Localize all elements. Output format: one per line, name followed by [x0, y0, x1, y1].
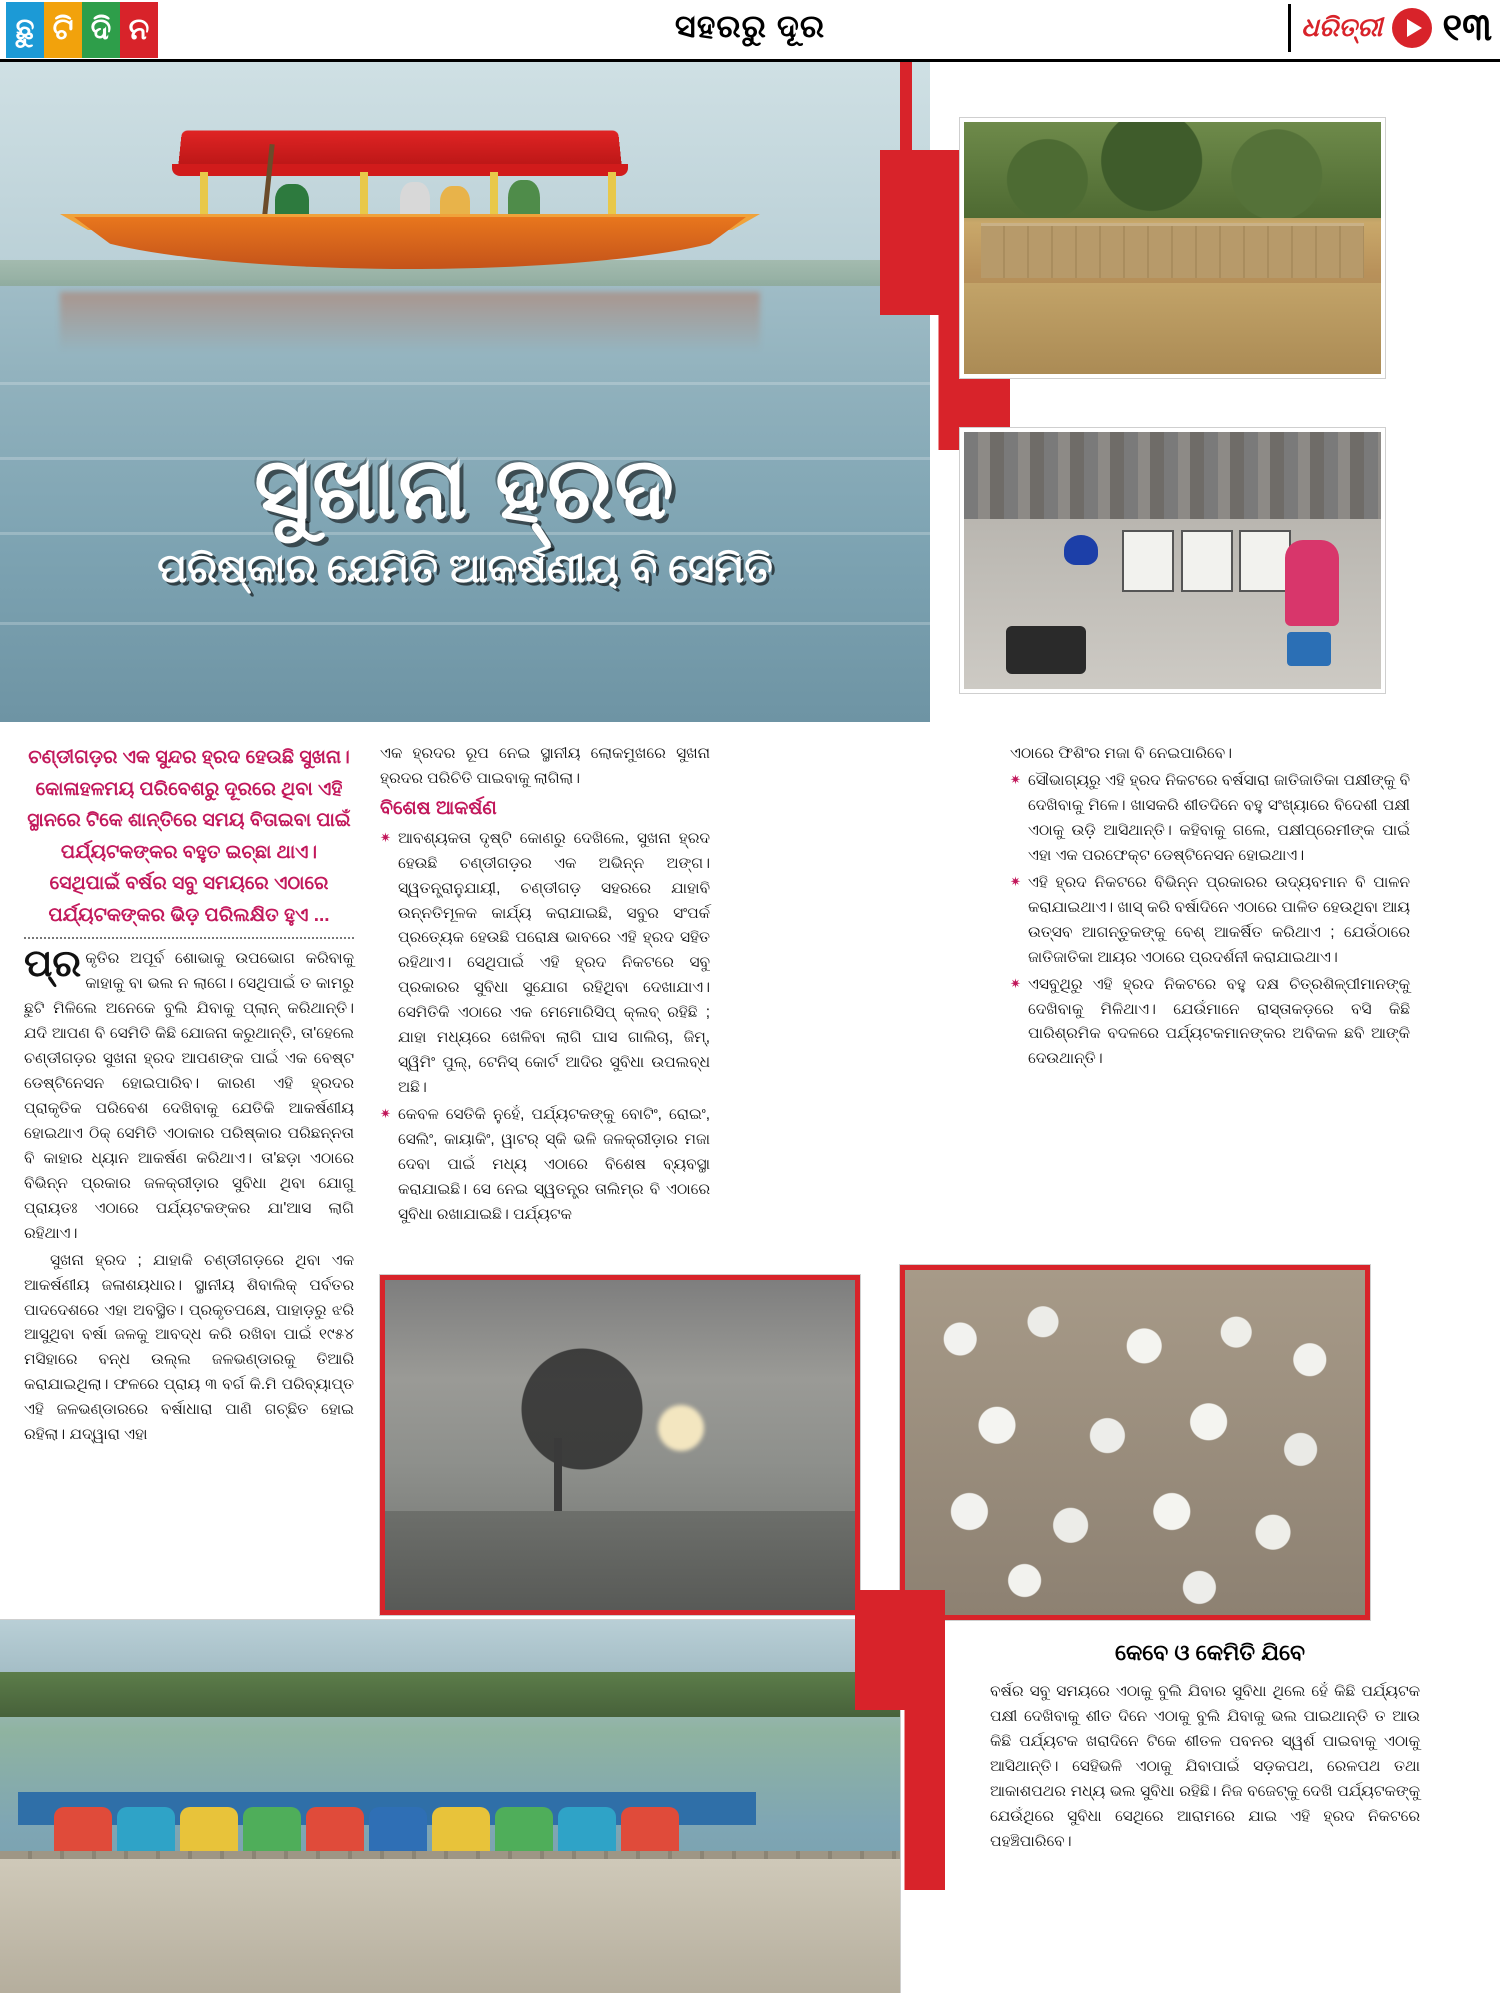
- far-treeline: [0, 1672, 900, 1717]
- bag: [1006, 626, 1086, 674]
- pedal-boat: [621, 1807, 679, 1855]
- brand-divider: [1288, 4, 1291, 52]
- photo-pedal-boats: [0, 1620, 900, 1993]
- article-paragraph: ବର୍ଷର ସବୁ ସମୟରେ ଏଠାକୁ ବୁଲି ଯିବାର ସୁବିଧା ଥିଲେ ହେଁ କିଛି ପର୍ଯ୍ୟଟକ ପକ୍ଷୀ ଦେଖିବାକୁ ଶୀତ ଦିନେ ଏଠାକୁ ବୁଲି ଯିବାକୁ ଭଲ ପାଇଥାନ୍ତି ତ ଆଉ କିଛି ପର୍ଯ୍ୟଟକ ଖରାଦିନେ ଟିକେ ଶୀତଳ ପବନର ସ୍ୱର୍ଶ ପାଇବାକୁ ଏଠାକୁ ଆସିଥାନ୍ତି। ସେହିଭଳି ଏଠାକୁ ଯିବାପାଇଁ ସଡ଼କପଥ, ରେଳପଥ ତଥା ଆକାଶପଥର ମଧ୍ୟ ଭଲ ସୁବିଧା ରହିଛି। ନିଜ ବଜେଟ୍‌କୁ ଦେଖି ପର୍ଯ୍ୟଟକଙ୍କୁ ଯେଉଁଥିରେ ସୁବିଧା ସେଥିରେ ଆରାମରେ ଯାଇ ଏହି ହ୍ରଦ ନିକଟରେ ପହଞ୍ଚିପାରିବେ।: [990, 1683, 1420, 1850]
- boat: [60, 122, 760, 282]
- article-paragraph: ପ୍ରକୃତିର ଅପୂର୍ବ ଶୋଭାକୁ ଉପଭୋଗ କରିବାକୁ କାହାକୁ ବା ଭଲ ନ ଲାଗେ। ସେଥିପାଇଁ ତ କାମରୁ ଛୁଟି ମିଳିଲେ ଅନେକେ ବୁଲି ଯିବାକୁ ପ୍ଲାନ୍ କରିଥାନ୍ତି। ଯଦି ଆପଣ ବି ସେମିତି କିଛି ଯୋଜନା କରୁଥାନ୍ତି, ତା'ହେଲେ ଚଣ୍ଡୀଗଡ଼ର ସୁଖନା ହ୍ରଦ ଆପଣଙ୍କ ପାଇଁ ଏକ ବେଷ୍ଟ ଡେଷ୍ଟିନେସନ ହୋଇପାରିବ। କାରଣ ଏହି ହ୍ରଦର ପ୍ରାକୃତିକ ପରିବେଶ ଦେଖିବାକୁ ଯେତିକି ଆକର୍ଷଣୀୟ ହୋଇଥାଏ ଠିକ୍ ସେମିତି ଏଠାକାର ପରିଷ୍କାର ପରିଛନ୍ନତା ବି କାହାର ଧ୍ୟାନ ଆକର୍ଷଣ କରିଥାଏ। ତା'ଛଡ଼ା ଏଠାରେ ବିଭିନ୍ନ ପ୍ରକାର ଜଳକ୍ରୀଡ଼ାର ସୁବିଧା ଥିବା ଯୋଗୁ ପ୍ରାୟତଃ ଏଠାରେ ପର୍ଯ୍ୟଟକଙ୍କର ଯା'ଆସ ଲାଗି ରହିଥାଏ।: [24, 943, 354, 1242]
- article-bullet: ✷ କେବଳ ସେତିକି ନୁହେଁ, ପର୍ଯ୍ୟଟକଙ୍କୁ ବୋଟିଂ, ରୋଇଂ, ସେଲିଂ, କାୟାକିଂ, ୱାଟର୍ ସ୍କି ଭଳି ଜଳକ୍ରୀଡ଼ାର ମଜା ଦେବା ପାଇଁ ମଧ୍ୟ ଏଠାରେ ବିଶେଷ ବ୍ୟବସ୍ଥା କରାଯାଇଛି। ସେ ନେଇ ସ୍ୱତନ୍ତ୍ର ତାଲିମ୍‌ର ବି ଏଠାରେ ସୁବିଧା ରଖାଯାଇଛି। ପର୍ଯ୍ୟଟକ: [380, 1103, 710, 1228]
- easel: [1239, 530, 1291, 592]
- section-subheading: ବିଶେଷ ଆକର୍ଷଣ: [380, 797, 497, 819]
- publication-logo[interactable]: [6, 2, 158, 58]
- tree: [507, 1339, 657, 1539]
- geese-flock: [905, 1270, 1365, 1615]
- ghat-wall: [981, 223, 1365, 278]
- hero-headline-block: [0, 442, 930, 592]
- water-ripple: [0, 622, 930, 625]
- logo-letter-4: ନ: [120, 2, 158, 58]
- article-bullet: ✷ ସୌଭାଗ୍ୟରୁ ଏହି ହ୍ରଦ ନିକଟରେ ବର୍ଷସାରା ଜାତିଜାତିକା ପକ୍ଷୀଙ୍କୁ ବି ଦେଖିବାକୁ ମିଳେ। ଖାସକରି ଶୀତଦିନେ ବହୁ ସଂଖ୍ୟାରେ ବିଦେଶୀ ପକ୍ଷୀ ଏଠାକୁ ଉଡ଼ି ଆସିଥାନ୍ତି। କହିବାକୁ ଗଲେ, ପକ୍ଷୀପ୍ରେମୀଙ୍କ ପାଇଁ ଏହା ଏକ ପରଫେକ୍ଟ ଡେଷ୍ଟିନେସନ ହୋଇଥାଏ।: [1010, 769, 1410, 869]
- photo-stone-ghat: [960, 118, 1385, 378]
- play-icon[interactable]: [1392, 8, 1432, 48]
- logo-letter-1: ଛୁ: [6, 2, 44, 58]
- water-ripple: [0, 382, 930, 385]
- pedal-boat: [495, 1807, 553, 1855]
- sun: [658, 1405, 704, 1451]
- ghat-water: [964, 283, 1381, 374]
- boat-canopy: [178, 130, 622, 168]
- pedal-boat: [180, 1807, 238, 1855]
- brand-name: ଧରିତ୍ରୀ: [1301, 12, 1383, 42]
- stool: [1287, 632, 1331, 666]
- logo-letter-3: ଦି: [82, 2, 120, 58]
- section-title: ସହରରୁ ଦୂର: [674, 8, 826, 44]
- article-lead: ଚଣ୍ଡୀଗଡ଼ର ଏକ ସୁନ୍ଦର ହ୍ରଦ ହେଉଛି ସୁଖନା। କୋଳାହଳମୟ ପରିବେଶରୁ ଦୂରରେ ଥିବା ଏହି ସ୍ଥାନରେ ଟିକେ ଶାନ୍ତିରେ ସମୟ ବିତାଇବା ପାଇଁ ପର୍ଯ୍ୟଟକଙ୍କର ବହୁତ ଇଚ୍ଛା ଥାଏ। ସେଥିପାଇଁ ବର୍ଷର ସବୁ ସମୟରେ ଏଠାରେ ପର୍ଯ୍ୟଟକଙ୍କର ଭିଡ଼ ପରିଲକ୍ଷିତ ହୁଏ ...: [27, 747, 351, 926]
- easel: [1122, 530, 1174, 592]
- seated-model: [1285, 540, 1339, 626]
- brand-block: [1288, 4, 1492, 52]
- pedal-boat: [117, 1807, 175, 1855]
- ghat-trees: [964, 122, 1381, 218]
- hero-boat-photo: [0, 62, 930, 722]
- photo-street-artists: [960, 428, 1385, 693]
- article-column-1: [24, 742, 354, 1450]
- boat-reflection: [60, 292, 760, 352]
- pedal-boat: [306, 1807, 364, 1855]
- red-accent-bar: [900, 62, 912, 152]
- article-column-4: [990, 1680, 1420, 1857]
- divider-dotted: [24, 937, 354, 939]
- pedal-boat: [558, 1807, 616, 1855]
- article-bullet: ✷ ଆବଶ୍ୟକତା ଦୃଷ୍ଟି କୋଣରୁ ଦେଖିଲେ, ସୁଖନା ହ୍ରଦ ହେଉଛି ଚଣ୍ଡୀଗଡ଼ର ଏକ ଅଭିନ୍ନ ଅଙ୍ଗ। ସ୍ୱତନ୍ତ୍ରାନୁଯାୟୀ, ଚଣ୍ଡୀଗଡ଼ ସହରରେ ଯାହାବି ଉନ୍ନତିମୂଳକ କାର୍ଯ୍ୟ କରାଯାଇଛି, ସବୁର ସଂପର୍କ ପ୍ରତ୍ୟେକ ହେଉଛି ପରୋକ୍ଷ ଭାବରେ ଏହି ହ୍ରଦ ସହିତ ରହିଥାଏ। ସେଥିପାଇଁ ଏହି ହ୍ରଦ ନିକଟରେ ସବୁ ପ୍ରକାରର ସୁବିଧା ସୁଯୋଗ ରହିଥିବା ଦେଖାଯାଏ। ସେମିତିକି ଏଠାରେ ଏକ ମେମୋରିସିପ୍ କ୍ଲବ୍ ରହିଛି ; ଯାହା ମଧ୍ୟରେ ଖେଳିବା ଲାଗି ଘାସ ଗାଲିଚା, ଜିମ୍, ସ୍ୱିମିଂ ପୁଲ୍, ଟେନିସ୍ କୋର୍ଟ ଆଦିର ସୁବିଧା ଉପଲବ୍ଧ ଅଛି।: [380, 827, 710, 1101]
- pedal-boat: [432, 1807, 490, 1855]
- page-subtitle: ପରିଷ୍କାର ଯେମିତି ଆକର୍ଷଣୀୟ ବି ସେମିତି: [157, 546, 773, 591]
- page-number: ୧୩: [1442, 6, 1492, 49]
- pedal-boat: [243, 1807, 301, 1855]
- artist-figure: [1064, 535, 1098, 565]
- easel: [1181, 530, 1233, 592]
- article-paragraph: ଏଠାରେ ଫିଶିଂର ମଜା ବି ନେଇପାରିବେ।: [1010, 745, 1233, 762]
- artists-crowd: [964, 432, 1381, 519]
- photo-geese-flock: [900, 1265, 1370, 1620]
- pedal-boat: [369, 1807, 427, 1855]
- article-bullet: ✷ ଏସବୁଥିରୁ ଏହି ହ୍ରଦ ନିକଟରେ ବହୁ ଦକ୍ଷ ଚିତ୍ରଶିଳ୍ପୀମାନଙ୍କୁ ଦେଖିବାକୁ ମିଳିଥାଏ। ଯେଉଁମାନେ ରାସ୍ତାକଡ଼ରେ ବସି କିଛି ପାରିଶ୍ରମିକ ବଦଳରେ ପର୍ଯ୍ୟଟକମାନଙ୍କର ଅବିକଳ ଛବି ଆଙ୍କି ଦେଉଥାନ୍ତି।: [1010, 973, 1410, 1073]
- article-paragraph: ଏକ ହ୍ରଦର ରୂପ ନେଇ ସ୍ଥାନୀୟ ଲୋକମୁଖରେ ସୁଖନା ହ୍ରଦର ପରିଚିତି ପାଇବାକୁ ଲାଗିଲା।: [380, 745, 710, 787]
- boat-hull: [60, 217, 760, 269]
- photo-lake-sunset: [380, 1275, 860, 1615]
- article-column-2: [380, 742, 710, 1230]
- article-bullet: ✷ ଏହି ହ୍ରଦ ନିକଟରେ ବିଭିନ୍ନ ପ୍ରକାରର ଉଦ୍ୟବମାନ ବି ପାଳନ କରାଯାଇଥାଏ। ଖାସ୍ କରି ବର୍ଷାଦିନେ ଏଠାରେ ପାଳିତ ହେଉଥିବା ଆୟ ଉତ୍ସବ ଆଗନ୍ତୁକଙ୍କୁ ବେଶ୍ ଆକର୍ଷିତ କରିଥାଏ ; ଯେଉଁଠାରେ ଜାତିଜାତିକା ଆୟର ଏଠାରେ ପ୍ରଦର୍ଶନୀ କରାଯାଇଥାଏ।: [1010, 871, 1410, 971]
- boat-canopy-edge: [172, 164, 628, 176]
- article-column-3: [1010, 742, 1410, 1074]
- article-paragraph: ସୁଖନା ହ୍ରଦ ; ଯାହାକି ଚଣ୍ଡୀଗଡ଼ରେ ଥିବା ଏକ ଆକର୍ଷଣୀୟ ଜଳାଶୟଧାର। ସ୍ଥାନୀୟ ଶିବାଲିକ୍ ପର୍ବତର ପାଦଦେଶରେ ଏହା ଅବସ୍ଥିତ। ପ୍ରକୃତପକ୍ଷେ, ପାହାଡ଼ରୁ ଝରି ଆସୁଥିବା ବର୍ଷା ଜଳକୁ ଆବଦ୍ଧ କରି ରଖିବା ପାଇଁ ୧୯୫୪ ମସିହାରେ ବନ୍ଧ ଉଲ୍ଲ ଜଳଭଣ୍ଡାରକୁ ତିଆରି କରାଯାଇଥିଲା। ଫଳରେ ପ୍ରାୟ ୩ ବର୍ଗ କି.ମି ପରିବ୍ୟାପ୍ତ ଏହି ଜଳଭଣ୍ଡାରରେ ବର୍ଷାଧାରା ପାଣି ଗଚ୍ଛିତ ହୋଇ ରହିଲା। ଯଦ୍ୱାରା ଏହା: [24, 1251, 354, 1444]
- shore-deck: [0, 1859, 900, 1993]
- bottom-section-heading: କେବେ ଓ କେମିତି ଯିବେ: [1114, 1640, 1306, 1665]
- pedal-boat: [54, 1807, 112, 1855]
- page-title: ସୁଖାନା ହ୍ରଦ: [254, 441, 676, 537]
- logo-letter-2: ଟି: [44, 2, 82, 58]
- masthead: [0, 0, 1500, 62]
- lake-bank: [385, 1511, 855, 1610]
